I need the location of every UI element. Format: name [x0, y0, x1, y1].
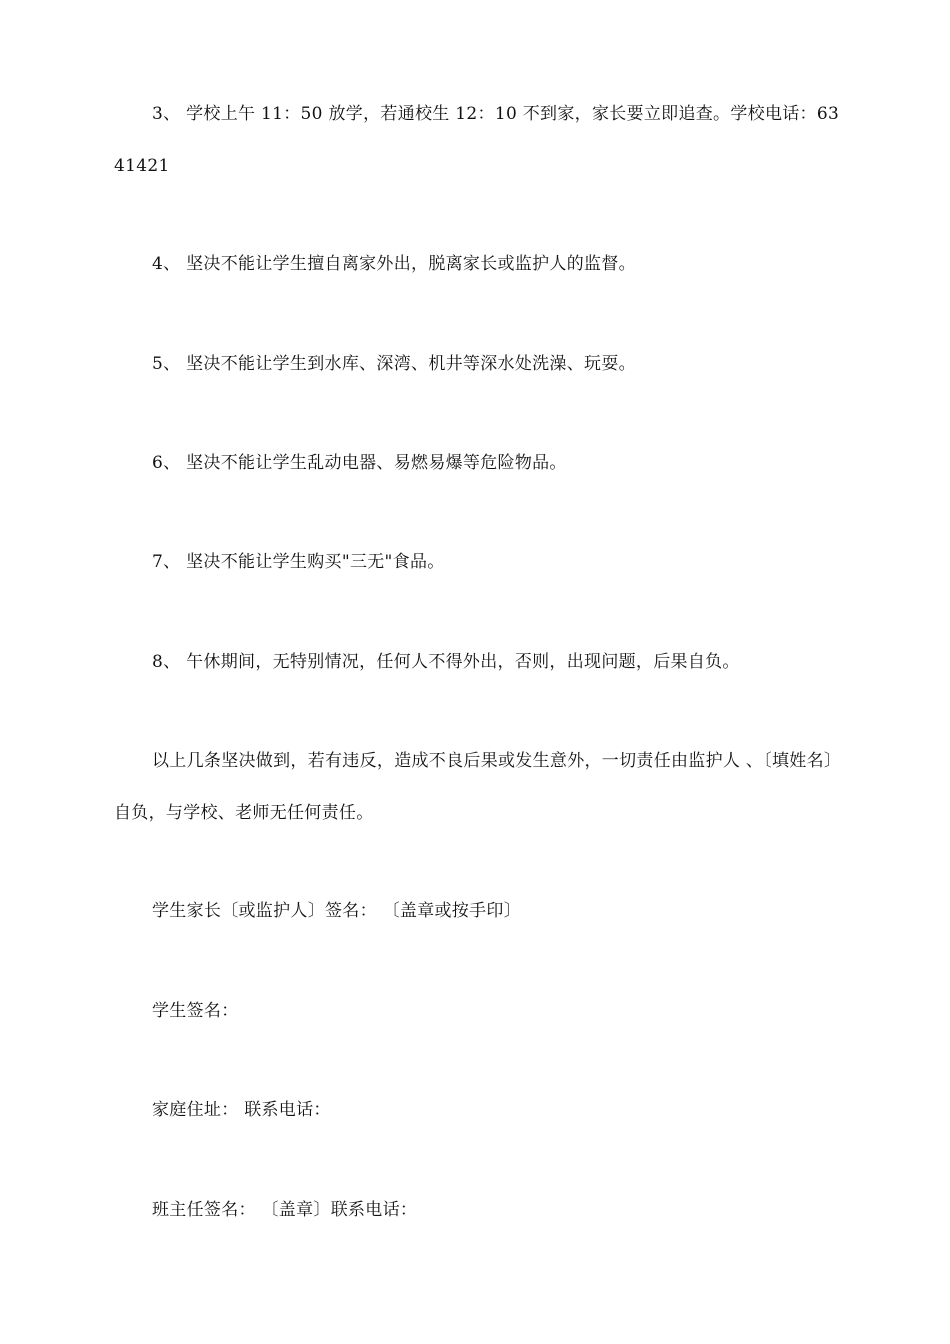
clause-8-noon-break: 8、 午休期间，无特别情况，任何人不得外出，否则，出现问题，后果自负。	[152, 652, 740, 672]
home-address-line: 家庭住址： 联系电话：	[152, 1100, 331, 1120]
clause-4-no-leaving-home: 4、 坚决不能让学生擅自离家外出，脱离家长或监护人的监督。	[152, 254, 636, 274]
liability-statement: 以上几条坚决做到，若有违反，造成不良后果或发生意外，一切责任由监护人 、〔填姓名〕自负，与学校、老师无任何责任。	[114, 751, 842, 823]
student-signature-line: 学生签名：	[152, 1001, 239, 1021]
clause-6-no-dangerous-items: 6、 坚决不能让学生乱动电器、易燃易爆等危险物品。	[152, 453, 567, 473]
parent-signature-line: 学生家长〔或监护人〕签名： 〔盖章或按手印〕	[152, 901, 522, 921]
clause-5-no-deep-water: 5、 坚决不能让学生到水库、深湾、机井等深水处洗澡、玩耍。	[152, 354, 636, 374]
clause-7-no-unsafe-food: 7、 坚决不能让学生购买"三无"食品。	[152, 552, 445, 572]
teacher-signature-line: 班主任签名： 〔盖章〕联系电话：	[152, 1200, 418, 1220]
clause-3-school-dismissal: 3、 学校上午 11：50 放学，若通校生 12：10 不到家，家长要立即追查。学校电话：6341421	[114, 104, 840, 176]
